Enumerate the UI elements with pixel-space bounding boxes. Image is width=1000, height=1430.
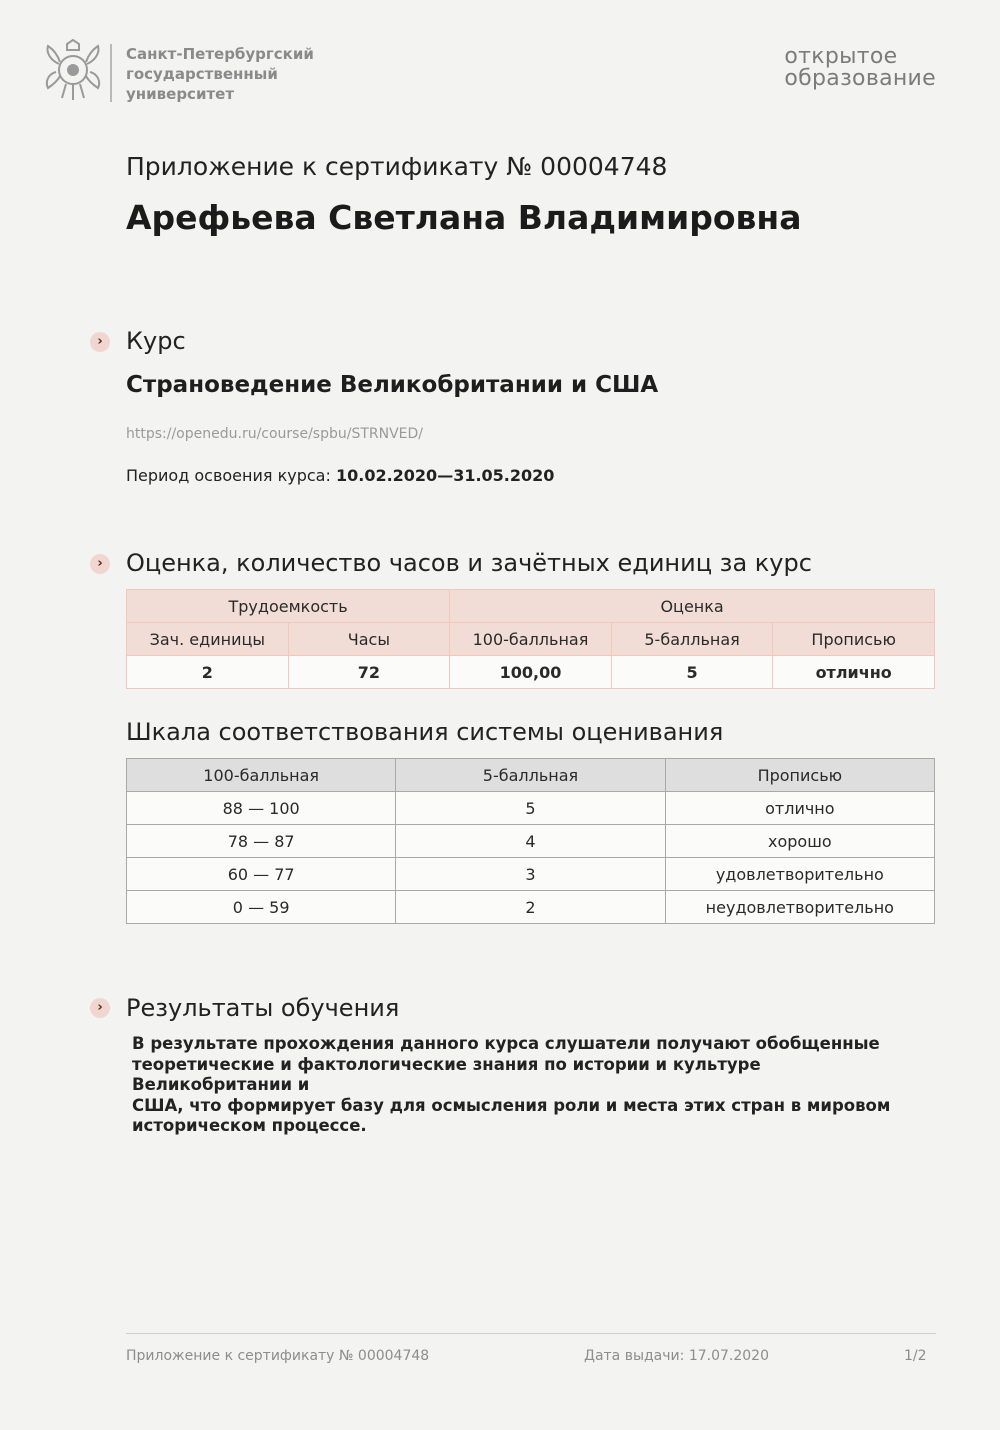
scale-cell: 4 — [396, 825, 665, 858]
grade-value-cell: отлично — [773, 656, 935, 689]
scale-title: Шкала соответствования системы оценивания — [126, 718, 724, 746]
grade-column-header: 100-балльная — [450, 623, 612, 656]
university-name-line: университет — [126, 85, 235, 103]
results-text — [132, 1034, 922, 1137]
scale-cell: 60 — 77 — [127, 858, 396, 891]
grade-group-header-row — [127, 590, 935, 623]
grade-column-header: 5-балльная — [611, 623, 773, 656]
period-value: 10.02.2020—31.05.2020 — [335, 466, 555, 485]
platform-logo-line: образование — [784, 66, 936, 91]
results-text-line: США, что формирует базу для осмысления роли и места этих стран в мировом — [132, 1095, 891, 1115]
scale-header-row — [127, 759, 935, 792]
grade-group-header: Оценка — [450, 590, 935, 623]
footer-certificate-ref: Приложение к сертификату № 00004748 — [126, 1348, 430, 1364]
footer-divider — [126, 1333, 936, 1334]
scale-cell: неудовлетворительно — [665, 891, 934, 924]
course-url[interactable]: https://openedu.ru/course/spbu/STRNVED/ — [126, 426, 424, 442]
platform-logo-line: открытое — [784, 44, 898, 69]
results-section-title: Результаты обучения — [126, 994, 400, 1022]
scale-cell: хорошо — [665, 825, 934, 858]
grade-value-row — [127, 656, 935, 689]
university-name — [126, 44, 346, 104]
person-name: Арефьева Светлана Владимировна — [126, 198, 802, 237]
table-row — [127, 858, 935, 891]
course-period — [126, 466, 554, 485]
page-number: 1/2 — [904, 1348, 927, 1364]
results-text-line: В результате прохождения данного курса слушатели получают обобщенные — [132, 1034, 880, 1053]
grade-table — [126, 589, 935, 689]
period-label: Период освоения курса: — [126, 466, 331, 485]
issue-date-value: 17.07.2020 — [688, 1348, 769, 1364]
chevron-right-icon: › — [90, 332, 110, 352]
scale-cell: 78 — 87 — [127, 825, 396, 858]
platform-logo — [784, 46, 936, 90]
grade-value-cell: 100,00 — [450, 656, 612, 689]
grade-group-header: Трудоемкость — [127, 590, 450, 623]
table-row — [127, 792, 935, 825]
grade-value-cell: 2 — [127, 656, 289, 689]
scale-column-header: 100-балльная — [127, 759, 396, 792]
university-emblem-icon — [42, 38, 104, 106]
certificate-subtitle: Приложение к сертификату № 00004748 — [126, 152, 668, 181]
grade-value-cell: 5 — [611, 656, 773, 689]
grade-header-row — [127, 623, 935, 656]
scale-table — [126, 758, 935, 924]
course-name: Страноведение Великобритании и США — [126, 372, 659, 398]
university-name-line: государственный — [126, 65, 278, 83]
scale-cell: отлично — [665, 792, 934, 825]
grade-column-header: Зач. единицы — [127, 623, 289, 656]
course-section-title: Курс — [126, 327, 186, 355]
scale-cell: удовлетворительно — [665, 858, 934, 891]
grade-value-cell: 72 — [288, 656, 450, 689]
scale-cell: 5 — [396, 792, 665, 825]
table-row — [127, 825, 935, 858]
grade-section-title: Оценка, количество часов и зачётных единиц за курс — [126, 549, 812, 577]
scale-cell: 3 — [396, 858, 665, 891]
grade-column-header: Часы — [288, 623, 450, 656]
table-row — [127, 891, 935, 924]
chevron-right-icon: › — [90, 998, 110, 1018]
grade-column-header: Прописью — [773, 623, 935, 656]
header-divider — [110, 44, 112, 102]
scale-cell: 2 — [396, 891, 665, 924]
scale-column-header: Прописью — [665, 759, 934, 792]
results-text-line: историческом процессе. — [132, 1116, 367, 1135]
scale-cell: 88 — 100 — [127, 792, 396, 825]
scale-cell: 0 — 59 — [127, 891, 396, 924]
results-text-line: теоретические и фактологические знания по истории и культуре Великобритании и — [132, 1054, 761, 1094]
scale-column-header: 5-балльная — [396, 759, 665, 792]
university-name-line: Санкт-Петербургский — [126, 45, 314, 63]
issue-date-label: Дата выдачи: — [584, 1348, 685, 1364]
chevron-right-icon: › — [90, 554, 110, 574]
footer-issue-date — [584, 1348, 769, 1364]
